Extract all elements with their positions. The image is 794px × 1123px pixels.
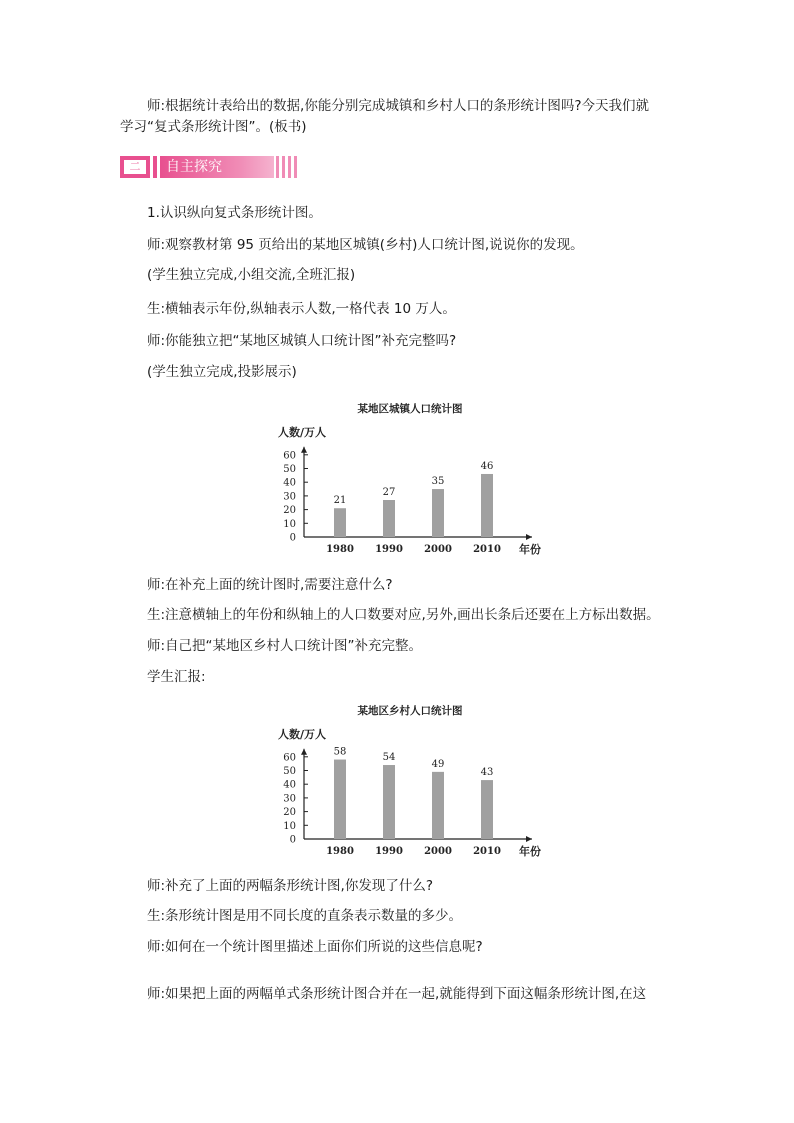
paragraph-5: 师:你能独立把“某地区城镇人口统计图”补充完整吗? [147,333,457,349]
intro-line-2: 学习“复式条形统计图”。(板书) [120,119,307,135]
y-tick-label: 40 [283,779,296,791]
x-axis-label: 年份 [519,845,541,858]
paragraph-1: 1.认识纵向复式条形统计图。 [147,205,322,221]
section-title: 自主探究 [166,159,222,175]
x-axis-arrow [526,534,532,540]
y-tick-label: 0 [289,532,296,544]
paragraph-12: 生:条形统计图是用不同长度的直条表示数量的多少。 [147,908,463,924]
paragraph-7: 师:在补充上面的统计图时,需要注意什么? [147,577,393,593]
y-tick-label: 30 [283,491,296,503]
section-stripes [276,156,302,178]
y-axis-label: 人数/万人 [278,728,327,741]
bar-value-label: 21 [333,495,347,507]
bar [481,780,493,839]
x-tick-label: 1980 [326,544,354,555]
y-tick-label: 50 [283,464,296,475]
paragraph-3: (学生独立完成,小组交流,全班汇报) [147,267,356,283]
x-tick-label: 1990 [375,846,403,857]
x-axis-arrow [526,836,532,842]
bar-value-label: 54 [382,752,396,764]
y-axis-arrow [301,447,307,453]
intro-line-1: 师:根据统计表给出的数据,你能分别完成城镇和乡村人口的条形统计图吗?今天我们就 [147,98,650,114]
bar [383,500,395,537]
paragraph-10: 学生汇报: [147,669,206,685]
y-axis-arrow [301,749,307,755]
y-axis-label: 人数/万人 [278,426,327,439]
bar [432,489,444,537]
x-tick-label: 2000 [424,846,452,857]
x-tick-label: 2010 [473,846,501,857]
bar-value-label: 49 [431,758,445,770]
bar [432,772,444,839]
y-tick-label: 0 [289,834,296,846]
chart-title: 某地区乡村人口统计图 [357,705,463,717]
rural-population-chart [270,700,550,862]
y-tick-label: 40 [283,477,296,489]
paragraph-8: 生:注意横轴上的年份和纵轴上的人口数要对应,另外,画出长条后还要在上方标出数据。 [147,607,660,623]
section-number: 二 [129,160,141,173]
bar-value-label: 46 [480,460,494,472]
y-tick-label: 10 [283,518,296,530]
y-tick-label: 50 [283,766,296,777]
x-tick-label: 2010 [473,544,501,555]
y-tick-label: 20 [283,807,296,819]
bar-value-label: 43 [480,767,494,779]
bar-value-label: 58 [333,746,347,758]
section-header [120,156,302,178]
bar [481,474,493,537]
bar [383,765,395,839]
paragraph-2: 师:观察教材第 95 页给出的某地区城镇(乡村)人口统计图,说说你的发现。 [147,237,584,253]
paragraph-14: 师:如果把上面的两幅单式条形统计图合并在一起,就能得到下面这幅条形统计图,在这 [147,986,647,1002]
urban-population-chart [270,398,550,560]
y-tick-label: 60 [283,450,296,462]
x-tick-label: 1980 [326,846,354,857]
y-tick-label: 60 [283,752,296,764]
paragraph-6: (学生独立完成,投影展示) [147,364,297,380]
section-divider-bar [153,156,157,178]
chart-title: 某地区城镇人口统计图 [357,403,463,415]
section-number-box [120,156,150,178]
x-tick-label: 2000 [424,544,452,555]
paragraph-13: 师:如何在一个统计图里描述上面你们所说的这些信息呢? [147,939,483,955]
x-tick-label: 1990 [375,544,403,555]
bar-value-label: 27 [382,487,396,499]
paragraph-4: 生:横轴表示年份,纵轴表示人数,一格代表 10 万人。 [147,301,456,317]
y-tick-label: 20 [283,505,296,517]
x-axis-label: 年份 [519,543,541,556]
y-tick-label: 10 [283,820,296,832]
y-tick-label: 30 [283,793,296,805]
paragraph-11: 师:补充了上面的两幅条形统计图,你发现了什么? [147,878,434,894]
bar-value-label: 35 [431,476,445,488]
bar [334,760,346,839]
bar [334,508,346,537]
paragraph-9: 师:自己把“某地区乡村人口统计图”补充完整。 [147,638,423,654]
